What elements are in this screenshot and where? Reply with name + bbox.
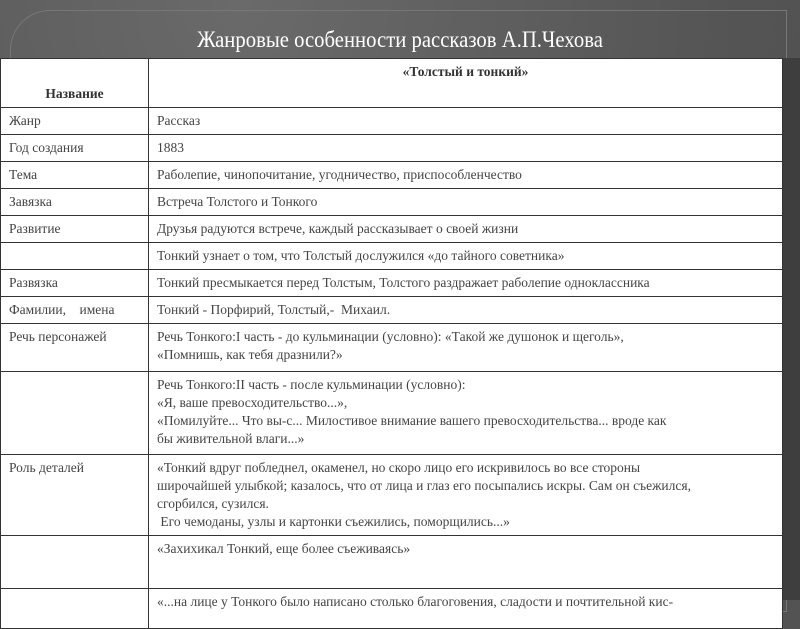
row-value-line: «Помилуйте... Что вы-с... Милостивое внимание вашего превосходительства... вроде как	[157, 413, 667, 428]
row-label: Фамилии, имена	[1, 297, 149, 324]
row-value-line: «Я, ваше превосходительство...»,	[157, 395, 348, 410]
row-label: Жанр	[1, 108, 149, 135]
row-value	[149, 589, 783, 629]
row-label	[1, 536, 149, 589]
row-label: Тема	[1, 162, 149, 189]
row-value-line: «Захихикал Тонкий, еще более съеживаясь»	[157, 541, 411, 556]
row-value-line: «...на лице у Тонкого было написано столько благоговения, сладости и почтительной кис-	[157, 594, 674, 609]
table-row	[1, 270, 783, 297]
row-value-line: Друзья радуются встрече, каждый рассказывает о своей жизни	[157, 221, 519, 236]
row-value-line: сгорбился, сузился.	[157, 496, 269, 511]
row-value	[149, 135, 783, 162]
row-label: Развязка	[1, 270, 149, 297]
row-value-line: «Помнишь, как тебя дразнили?»	[157, 347, 343, 362]
table-row	[1, 216, 783, 243]
row-value	[149, 162, 783, 189]
row-value-line: 1883	[157, 140, 184, 155]
row-value	[149, 297, 783, 324]
row-label: Роль деталей	[1, 455, 149, 536]
row-value-line: бы живительной влаги...»	[157, 431, 305, 446]
row-value	[149, 108, 783, 135]
row-label: Развитие	[1, 216, 149, 243]
table-row	[1, 108, 783, 135]
table-row	[1, 162, 783, 189]
table-row	[1, 243, 783, 270]
header-label: Название	[1, 59, 149, 108]
row-value-line: Рассказ	[157, 113, 201, 128]
row-value-line: Его чемоданы, узлы и картонки съежились, поморщились...»	[157, 514, 510, 529]
row-value-line: Речь Тонкого:I часть - до кульминации (условно): «Такой же душонок и щеголь»,	[157, 329, 624, 344]
table-row	[1, 455, 783, 536]
slide-edge	[783, 58, 800, 600]
header-story-title: «Толстый и тонкий»	[149, 59, 783, 108]
row-value	[149, 536, 783, 589]
table-row	[1, 189, 783, 216]
row-value-line: Встреча Толстого и Тонкого	[157, 194, 318, 209]
table-row	[1, 297, 783, 324]
row-label: Речь персонажей	[1, 324, 149, 372]
row-value	[149, 189, 783, 216]
table-row	[1, 135, 783, 162]
row-label	[1, 589, 149, 629]
row-value	[149, 243, 783, 270]
table-row	[1, 372, 783, 455]
row-value-line: Тонкий узнает о том, что Толстый дослужился «до тайного советника»	[157, 248, 565, 263]
row-value-line: Раболепие, чинопочитание, угодничество, приспособленчество	[157, 167, 522, 182]
row-value-line: Речь Тонкого:II часть - после кульминации (условно):	[157, 377, 466, 392]
row-label: Год создания	[1, 135, 149, 162]
row-value	[149, 372, 783, 455]
story-features-table	[0, 58, 783, 629]
row-value-line: «Тонкий вдруг побледнел, окаменел, но скоро лицо его искривилось во все стороны	[157, 460, 641, 475]
table-header-row	[1, 59, 783, 108]
row-label	[1, 243, 149, 270]
row-label: Завязка	[1, 189, 149, 216]
row-value	[149, 455, 783, 536]
row-label	[1, 372, 149, 455]
table-row	[1, 536, 783, 589]
slide-title: Жанровые особенности рассказов А.П.Чехова	[197, 27, 603, 52]
row-value-line: широчайшей улыбкой; казалось, что от лица и глаз его посыпались искры. Сам он съежился,	[157, 478, 691, 493]
row-value-line: Тонкий - Порфирий, Толстый,- Михаил.	[157, 302, 391, 317]
table-row	[1, 589, 783, 629]
row-value	[149, 324, 783, 372]
row-value-line: Тонкий пресмыкается перед Толстым, Толстого раздражает раболепие одноклассника	[157, 275, 650, 290]
row-value	[149, 270, 783, 297]
table-row	[1, 324, 783, 372]
row-value	[149, 216, 783, 243]
